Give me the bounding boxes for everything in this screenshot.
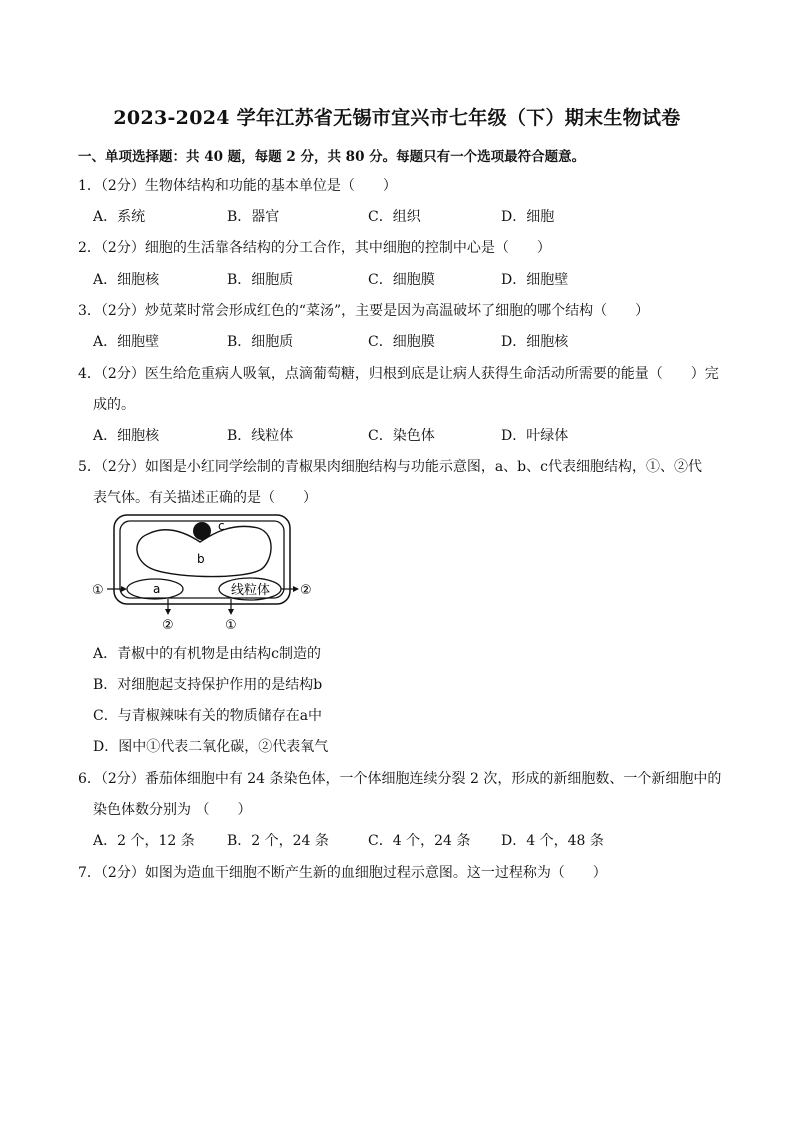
page-title: 2023-2024 学年江苏省无锡市宜兴市七年级（下）期末生物试卷 bbox=[113, 107, 681, 129]
option-c[interactable]: C．4 个，24 条 bbox=[368, 833, 471, 849]
option-d[interactable]: D．叶绿体 bbox=[501, 428, 569, 444]
question-4-stem-cont: 成的。 bbox=[93, 397, 135, 413]
option-b[interactable]: B．器官 bbox=[227, 209, 280, 225]
option-c[interactable]: C．细胞膜 bbox=[368, 272, 435, 288]
question-6-stem: 6．（2分）番茄体细胞中有 24 条染色体，一个体细胞连续分裂 2 次，形成的新细胞数、一个新细胞中的 bbox=[78, 771, 722, 787]
question-5-stem: 5．（2分）如图是小红同学绘制的青椒果肉细胞结构与功能示意图，a、b、c代表细胞结构，①、②代 bbox=[78, 459, 702, 475]
question-7-stem: 7．（2分）如图为造血干细胞不断产生新的血细胞过程示意图。这一过程称为（ ） bbox=[78, 865, 607, 881]
cell-diagram bbox=[90, 512, 330, 634]
option-a[interactable]: A．细胞核 bbox=[93, 428, 160, 444]
question-6-stem-cont: 染色体数分别为 （ ） bbox=[93, 802, 252, 818]
option-d[interactable]: D．4 个，48 条 bbox=[501, 833, 604, 849]
option-a[interactable]: A．青椒中的有机物是由结构c制造的 bbox=[93, 646, 321, 662]
question-3-stem: 3．（2分）炒苋菜时常会形成红色的“菜汤”，主要是因为高温破坏了细胞的哪个结构（ ） bbox=[78, 303, 650, 319]
gas-1-bottom: ① bbox=[225, 618, 237, 633]
option-d[interactable]: D．细胞核 bbox=[501, 334, 569, 350]
gas-2-right: ② bbox=[300, 583, 312, 598]
option-b[interactable]: B．2 个，24 条 bbox=[227, 833, 329, 849]
question-2-stem: 2．（2分）细胞的生活靠各结构的分工合作，其中细胞的控制中心是（ ） bbox=[78, 240, 551, 256]
gas-1-left: ① bbox=[92, 583, 104, 598]
question-5-stem-cont: 表气体。有关描述正确的是（ ） bbox=[93, 490, 317, 506]
option-a[interactable]: A．系统 bbox=[93, 209, 146, 225]
option-b[interactable]: B．细胞质 bbox=[227, 272, 294, 288]
nucleus-dot bbox=[193, 522, 211, 540]
section-heading: 一、单项选择题：共 40 题，每题 2 分，共 80 分。每题只有一个选项最符合题意。 bbox=[78, 149, 586, 165]
option-a[interactable]: A．2 个，12 条 bbox=[93, 833, 195, 849]
option-c[interactable]: C．染色体 bbox=[368, 428, 435, 444]
option-c[interactable]: C．组织 bbox=[368, 209, 421, 225]
option-a[interactable]: A．细胞核 bbox=[93, 272, 160, 288]
option-d[interactable]: D．细胞壁 bbox=[501, 272, 569, 288]
label-mitochondria: 线粒体 bbox=[231, 583, 271, 598]
option-d[interactable]: D．图中①代表二氧化碳，②代表氧气 bbox=[93, 739, 329, 755]
option-d[interactable]: D．细胞 bbox=[501, 209, 555, 225]
option-b[interactable]: B．对细胞起支持保护作用的是结构b bbox=[93, 677, 323, 693]
option-b[interactable]: B．线粒体 bbox=[227, 428, 294, 444]
option-c[interactable]: C．与青椒辣味有关的物质储存在a中 bbox=[93, 708, 323, 724]
option-a[interactable]: A．细胞壁 bbox=[93, 334, 160, 350]
gas-2-bottom: ② bbox=[162, 618, 174, 633]
option-c[interactable]: C．细胞膜 bbox=[368, 334, 435, 350]
question-1-stem: 1．（2分）生物体结构和功能的基本单位是（ ） bbox=[78, 178, 397, 194]
question-4-stem: 4．（2分）医生给危重病人吸氧，点滴葡萄糖，归根到底是让病人获得生命活动所需要的能量（ ）完 bbox=[78, 366, 719, 382]
option-b[interactable]: B．细胞质 bbox=[227, 334, 294, 350]
label-a: a bbox=[153, 582, 161, 596]
label-b: b bbox=[197, 552, 205, 566]
label-c: c bbox=[218, 519, 225, 533]
